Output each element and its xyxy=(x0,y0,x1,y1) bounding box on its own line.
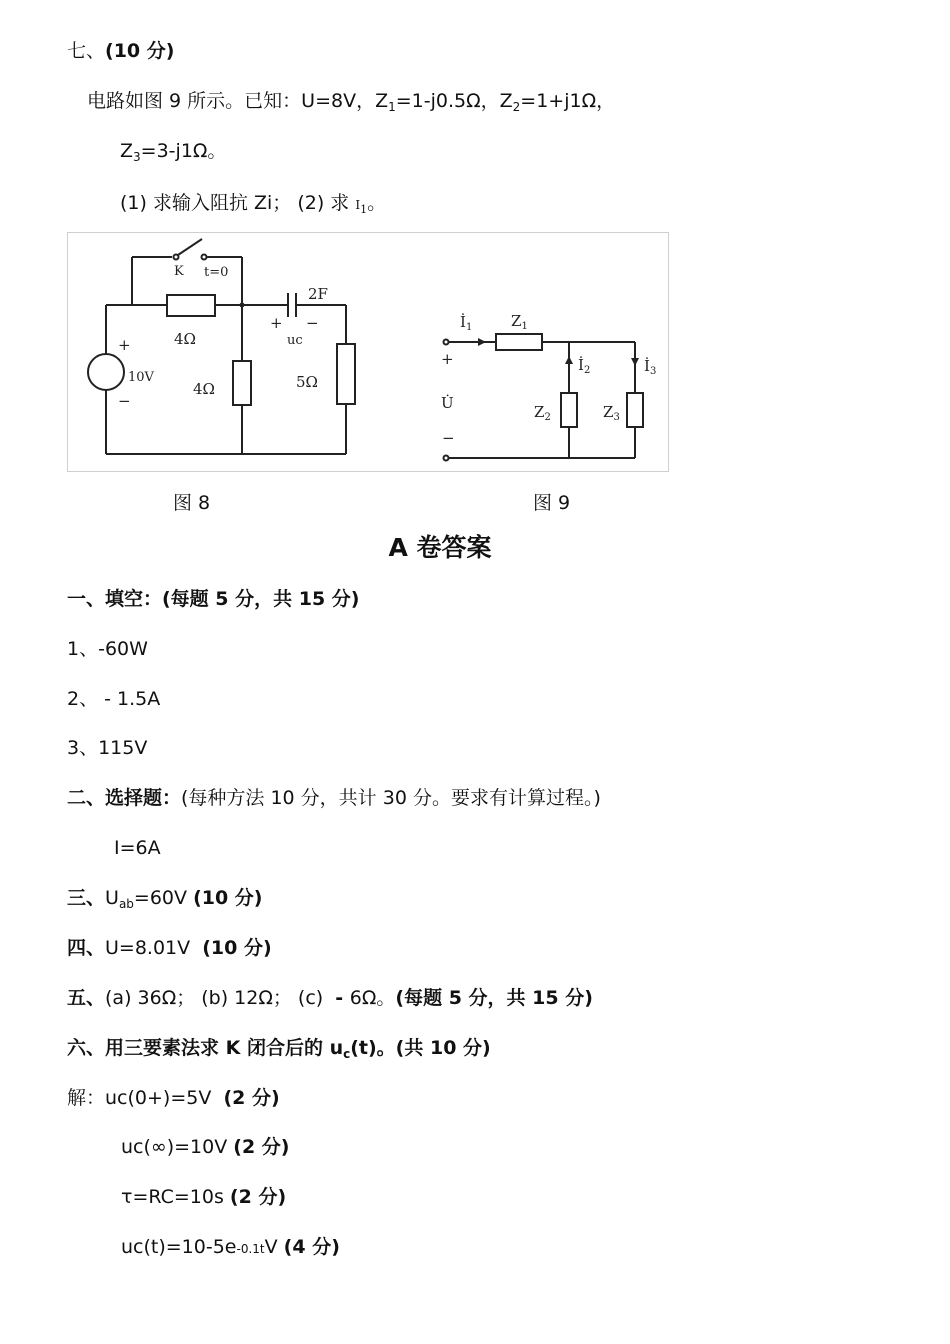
resistor-top xyxy=(167,295,215,316)
arrow-i3 xyxy=(631,358,639,366)
q7-points: (10 分) xyxy=(105,40,175,62)
answer-text: U xyxy=(105,887,119,909)
circuit-figure-9 xyxy=(408,233,668,471)
exponent: -0.1t xyxy=(236,1242,265,1256)
q7-text: =1+j1Ω， xyxy=(520,90,616,112)
resistor-top-label: 4Ω xyxy=(174,330,196,348)
answer-text: U=8.01V xyxy=(105,937,203,959)
section-1-item: 3、115V xyxy=(67,737,148,759)
switch-label: K xyxy=(174,264,184,279)
current-letter: I xyxy=(355,198,361,212)
solution-step-3 xyxy=(121,1185,286,1209)
section-1-item: 2、 - 1.5A xyxy=(67,688,161,710)
solution-step-2 xyxy=(121,1135,289,1159)
answer-title: A 卷答案 xyxy=(388,533,492,562)
section-4 xyxy=(67,936,272,960)
section-2-answer: I=6A xyxy=(114,837,161,859)
figure-8-caption: 图 8 xyxy=(173,492,211,514)
subscript: c xyxy=(343,1047,351,1061)
section-6-title: 六、用三要素法求 K 闭合后的 u xyxy=(67,1037,344,1059)
q7-text: Z xyxy=(120,140,134,162)
circuit-figure-8 xyxy=(68,233,368,471)
points: (2 分) xyxy=(233,1136,290,1158)
q7-text: 。 xyxy=(367,192,387,214)
section-3-title: 三、 xyxy=(67,887,106,909)
section-6-title: (t)。(共 10 分) xyxy=(350,1037,491,1059)
node-dot xyxy=(240,303,245,308)
answer-text: (a) 36Ω； (b) 12Ω； (c) xyxy=(105,987,336,1009)
subscript: ab xyxy=(118,897,134,911)
figure-panel xyxy=(67,232,669,472)
resistor-middle xyxy=(233,361,251,405)
switch-blade xyxy=(178,239,202,255)
q7-text: (1) 求输入阻抗 Zi； (2) 求 xyxy=(120,192,350,214)
uc-label: uc xyxy=(287,333,303,348)
source-value: 10V xyxy=(128,370,154,385)
figure-9-caption: 图 9 xyxy=(533,492,571,514)
step-text: uc(∞)=10V xyxy=(121,1136,234,1158)
label-i2: $İ_2$ xyxy=(578,356,591,376)
points: (10 分) xyxy=(193,887,263,909)
impedance-z2 xyxy=(561,393,577,427)
points: (10 分) xyxy=(202,937,272,959)
points: (2 分) xyxy=(229,1186,287,1208)
resistor-right-label: 5Ω xyxy=(296,373,318,391)
section-2-title: 二、选择题： xyxy=(67,787,182,809)
time-label: t=0 xyxy=(204,265,229,280)
negative-sign: - xyxy=(335,987,350,1009)
current-symbol xyxy=(355,198,368,216)
impedance-z3 xyxy=(627,393,643,427)
answer-text: 6Ω。 xyxy=(349,987,396,1009)
solution-step-4 xyxy=(121,1235,340,1261)
q7-text: 电路如图 9 所示。已知：U=8V，Z xyxy=(87,90,389,112)
label-i3: $İ_3$ xyxy=(644,357,657,377)
solution-step-1 xyxy=(67,1086,280,1110)
section-2-heading xyxy=(67,786,601,810)
q7-heading xyxy=(67,39,174,63)
terminal xyxy=(444,340,449,345)
resistor-right xyxy=(337,344,355,404)
section-1-item: 1、-60W xyxy=(67,638,148,660)
switch-contact xyxy=(202,255,207,260)
subscript: 3 xyxy=(133,150,141,164)
q7-number: 七、 xyxy=(67,40,106,62)
q7-paragraph-1 xyxy=(87,89,615,113)
subscript: 2 xyxy=(512,100,521,114)
section-1-heading: 一、填空：(每题 5 分，共 15 分) xyxy=(67,588,360,610)
section-5-title: 五、 xyxy=(67,987,106,1009)
label-i1: $İ_1$ xyxy=(460,313,473,333)
answer-text: =60V xyxy=(133,887,194,909)
points: (2 分) xyxy=(223,1087,280,1109)
arrow-i2 xyxy=(565,356,573,364)
label-z1: $Z_1$ xyxy=(511,312,528,332)
section-6-heading xyxy=(67,1036,491,1060)
step-text: uc(0+)=5V xyxy=(105,1087,224,1109)
label-voltage: U̇ xyxy=(441,394,454,412)
uc-plus: + xyxy=(270,314,283,332)
q7-text: =3-j1Ω。 xyxy=(140,140,227,162)
subscript: 1 xyxy=(388,100,396,114)
resistor-middle-label: 4Ω xyxy=(193,380,215,398)
source-minus: − xyxy=(118,392,131,410)
terminal xyxy=(444,456,449,461)
q7-paragraph-2 xyxy=(120,139,226,163)
step-text: τ=RC=10s xyxy=(121,1186,230,1208)
source-plus: + xyxy=(118,336,131,354)
section-5 xyxy=(67,986,593,1010)
impedance-z1 xyxy=(496,334,542,350)
label-z3: $Z_3$ xyxy=(603,403,620,423)
points: (每题 5 分，共 15 分) xyxy=(395,987,593,1009)
label-z2: $Z_2$ xyxy=(534,403,551,423)
voltage-source xyxy=(88,354,124,390)
q7-text: =1-j0.5Ω，Z xyxy=(395,90,513,112)
label-minus: − xyxy=(442,429,455,447)
points: (4 分) xyxy=(283,1236,340,1258)
q7-paragraph-3 xyxy=(120,191,386,217)
section-2-note: (每种方法 10 分，共计 30 分。要求有计算过程。) xyxy=(181,787,601,809)
section-3 xyxy=(67,886,263,910)
subscript: 1 xyxy=(360,203,368,216)
capacitor-label: 2F xyxy=(308,285,328,303)
step-text: uc(t)=10-5e xyxy=(121,1236,237,1258)
solution-label: 解： xyxy=(67,1087,106,1109)
uc-minus: − xyxy=(306,314,319,332)
section-4-title: 四、 xyxy=(67,937,106,959)
label-plus: + xyxy=(441,350,454,368)
switch-contact xyxy=(174,255,179,260)
step-text: V xyxy=(264,1236,284,1258)
arrow-i1 xyxy=(478,338,486,346)
